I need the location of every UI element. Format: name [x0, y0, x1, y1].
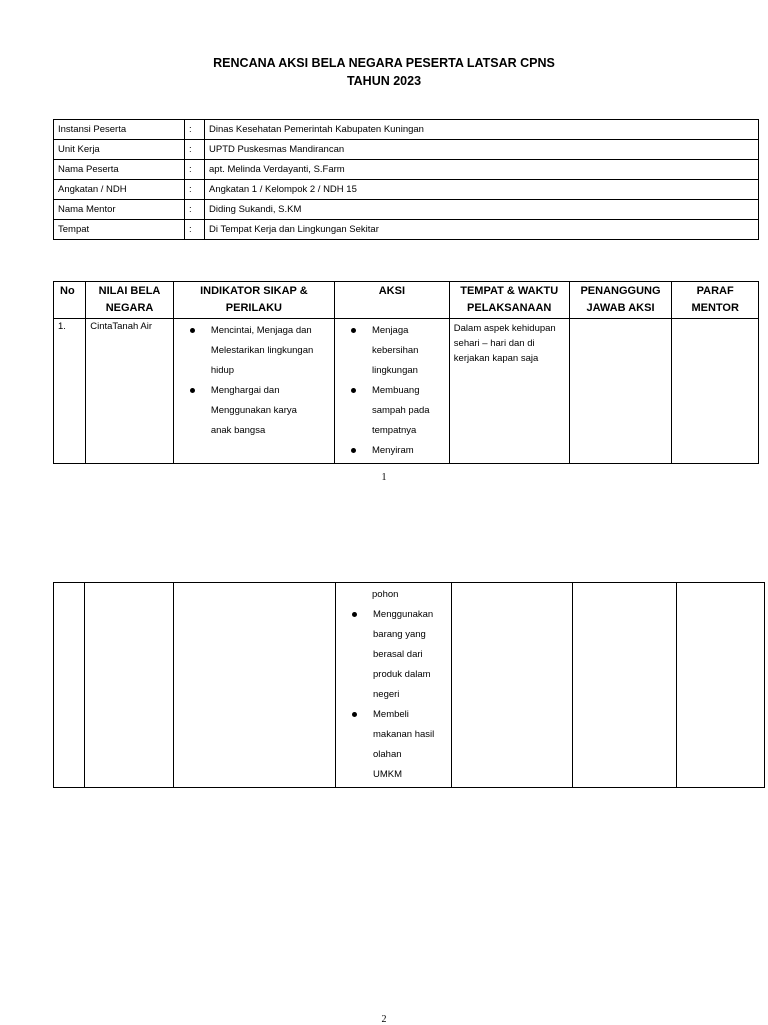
list-item-text: hidup [210, 365, 235, 376]
list-item [178, 381, 330, 441]
list-item-text: Membuang [371, 385, 420, 396]
identity-row-tempat [54, 220, 759, 240]
header-indikator [173, 282, 334, 319]
bullet-icon [351, 328, 356, 333]
identity-label: Instansi Peserta [54, 120, 185, 140]
header-text: AKSI [378, 285, 406, 297]
list-item-text: sampah pada [371, 405, 430, 416]
header-tempat-waktu [449, 282, 569, 319]
page-title [0, 54, 768, 90]
bullet-icon [352, 712, 357, 717]
cell-indikator [173, 319, 334, 464]
header-nilai-bela-negara [86, 282, 174, 319]
cell-no [54, 583, 85, 788]
identity-colon: : [185, 160, 205, 180]
action-plan-table-continued [53, 582, 765, 788]
header-no [54, 282, 86, 319]
table-row [54, 583, 765, 788]
identity-value: Dinas Kesehatan Pemerintah Kabupaten Kuningan [205, 120, 759, 140]
cell-penanggung-jawab [573, 583, 677, 788]
identity-table [53, 119, 759, 240]
cell-text: kerjakan kapan saja [453, 353, 539, 364]
cell-no: 1. [54, 319, 86, 464]
list-item-text: Menyiram [371, 445, 414, 456]
header-text: NILAI BELA [98, 285, 161, 297]
list-item-text: Menggunakan [373, 609, 434, 620]
cell-indikator [174, 583, 336, 788]
aksi-list [340, 605, 447, 785]
cell-aksi [334, 319, 449, 464]
page-number: 1 [381, 472, 387, 483]
identity-colon: : [185, 120, 205, 140]
aksi-list [339, 321, 445, 461]
header-penanggung-jawab [569, 282, 672, 319]
list-item [340, 605, 447, 705]
identity-colon: : [185, 200, 205, 220]
list-item-text: Membeli [373, 709, 409, 720]
cell-paraf-mentor [677, 583, 765, 788]
table-row [54, 319, 759, 464]
identity-row-nama-mentor [54, 200, 759, 220]
identity-value: Diding Sukandi, S.KM [205, 200, 759, 220]
header-text: PENANGGUNG [580, 285, 661, 297]
list-item-text: olahan [373, 749, 402, 760]
identity-value: apt. Melinda Verdayanti, S.Farm [205, 160, 759, 180]
identity-label: Angkatan / NDH [54, 180, 185, 200]
action-plan-table [53, 281, 759, 464]
bullet-icon [352, 612, 357, 617]
bullet-icon [190, 328, 195, 333]
header-text: PELAKSANAAN [467, 302, 552, 314]
action-plan-header-row [54, 282, 759, 319]
header-text: INDIKATOR SIKAP & [200, 285, 308, 297]
bullet-icon [351, 448, 356, 453]
header-text: NEGARA [105, 302, 154, 314]
cell-text: Dalam aspek kehidupan [453, 323, 556, 334]
list-item-text: Melestarikan lingkungan [210, 345, 314, 356]
identity-label: Unit Kerja [54, 140, 185, 160]
list-item-text: barang yang [373, 629, 426, 640]
list-item [339, 321, 445, 381]
page-number: 2 [381, 1014, 387, 1025]
cell-tempat-waktu [452, 583, 573, 788]
cell-paraf-mentor [672, 319, 759, 464]
list-item-text: tempatnya [371, 425, 417, 436]
list-item-text: Menjaga [371, 325, 409, 336]
list-item-text: produk dalam [373, 669, 431, 680]
list-item-text: makanan hasil [373, 729, 435, 740]
header-text: TEMPAT & WAKTU [460, 285, 559, 297]
list-item [178, 321, 330, 381]
list-item-text: kebersihan [371, 345, 419, 356]
identity-row-nama-peserta [54, 160, 759, 180]
header-text: PERILAKU [225, 302, 283, 314]
cell-text: sehari – hari dan di [453, 338, 535, 349]
identity-label: Tempat [54, 220, 185, 240]
list-item-text: Menghargai dan [210, 385, 280, 396]
cell-aksi [336, 583, 452, 788]
header-no-text: No [60, 285, 75, 297]
list-item [339, 381, 445, 441]
identity-label: Nama Peserta [54, 160, 185, 180]
identity-row-angkatan [54, 180, 759, 200]
identity-row-instansi [54, 120, 759, 140]
list-item-text: berasal dari [373, 649, 423, 660]
identity-colon: : [185, 140, 205, 160]
header-aksi [334, 282, 449, 319]
list-item [340, 705, 447, 785]
identity-label: Nama Mentor [54, 200, 185, 220]
indikator-list [178, 321, 330, 441]
list-item-text: Mencintai, Menjaga dan [210, 325, 312, 336]
bullet-icon [190, 388, 195, 393]
identity-value: Angkatan 1 / Kelompok 2 / NDH 15 [205, 180, 759, 200]
cell-penanggung-jawab [569, 319, 672, 464]
bullet-icon [351, 388, 356, 393]
cell-tempat-waktu [449, 319, 569, 464]
identity-value: UPTD Puskesmas Mandirancan [205, 140, 759, 160]
list-item [339, 441, 445, 461]
header-paraf-mentor [672, 282, 759, 319]
list-item-text: UMKM [373, 769, 403, 780]
header-text: MENTOR [691, 302, 739, 314]
title-line-1: RENCANA AKSI BELA NEGARA PESERTA LATSAR CPNS [213, 56, 555, 70]
list-item-continuation: pohon [372, 589, 399, 600]
identity-value: Di Tempat Kerja dan Lingkungan Sekitar [205, 220, 759, 240]
list-item-text: lingkungan [371, 365, 418, 376]
identity-row-unit-kerja [54, 140, 759, 160]
cell-nilai-bela-negara [85, 583, 174, 788]
cell-nilai-bela-negara: CintaTanah Air [86, 319, 174, 464]
list-item-text: negeri [373, 689, 400, 700]
header-text: JAWAB AKSI [586, 302, 655, 314]
header-text: PARAF [696, 285, 734, 297]
list-item-text: Menggunakan karya [210, 405, 297, 416]
identity-colon: : [185, 220, 205, 240]
list-item-text: anak bangsa [210, 425, 266, 436]
title-line-2: TAHUN 2023 [346, 74, 422, 88]
identity-colon: : [185, 180, 205, 200]
